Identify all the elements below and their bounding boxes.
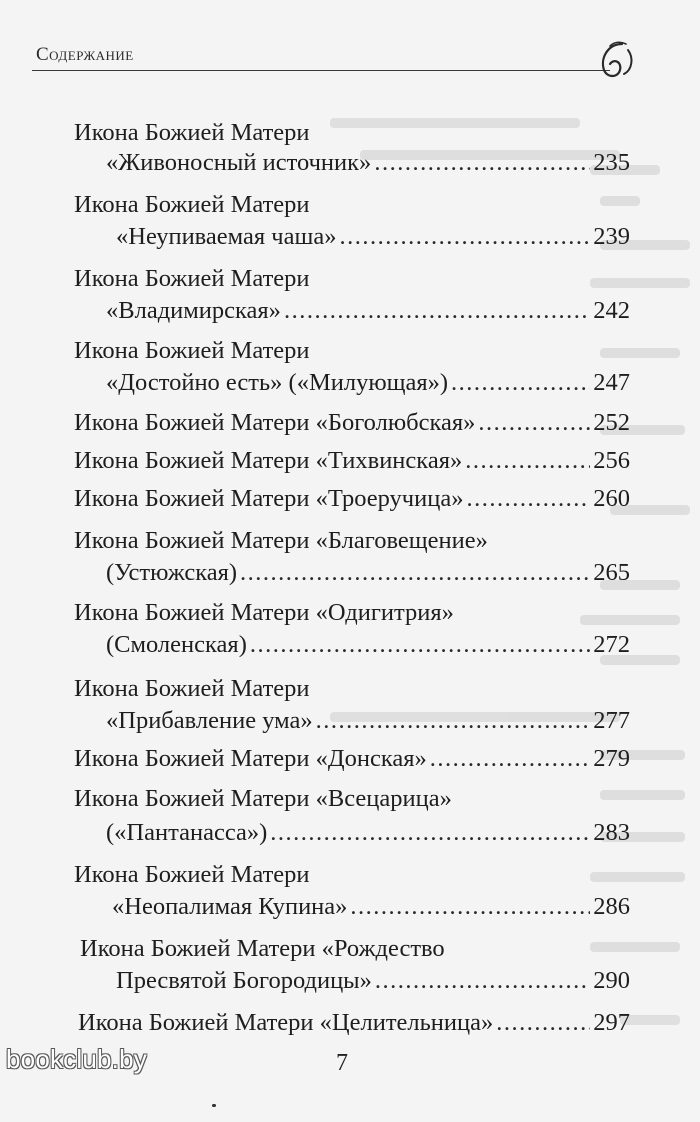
toc-page-number: 272 <box>593 631 630 658</box>
toc-entry-text: Икона Божией Матери «Целительница» <box>78 1009 494 1036</box>
toc-entry-text: «Достойно есть» («Милующая») <box>106 369 449 396</box>
toc-page-number: 265 <box>593 559 630 586</box>
dot-leader <box>375 966 590 996</box>
toc-page-number: 277 <box>593 707 630 734</box>
dot-leader <box>250 630 590 660</box>
toc-entry-text: (Смоленская) <box>106 631 247 658</box>
toc-page-number: 290 <box>593 967 630 994</box>
toc-page-number: 283 <box>593 819 630 846</box>
toc-page-number: 235 <box>593 149 630 176</box>
toc-page-number: 297 <box>593 1009 630 1036</box>
running-header-title: Содержание <box>36 44 134 65</box>
toc-entry-title: Икона Божией Матери <box>74 119 310 146</box>
toc-entry-title: Икона Божией Матери <box>74 675 310 702</box>
dot-leader <box>339 222 590 252</box>
toc-page-number: 242 <box>593 297 630 324</box>
toc-entry-text: «Неупиваемая чаша» <box>116 223 337 250</box>
toc-page-number: 260 <box>593 485 630 512</box>
toc-entry-text: Икона Божией Матери «Донская» <box>74 745 427 772</box>
toc-entry[interactable] <box>106 818 630 848</box>
print-speck <box>212 1104 216 1107</box>
toc-entry-title: Икона Божией Матери <box>74 337 310 364</box>
toc-entry[interactable] <box>116 966 630 996</box>
toc-entry-title: Икона Божией Матери «Одигитрия» <box>74 599 454 626</box>
toc-entry[interactable] <box>74 446 630 476</box>
toc-entry[interactable] <box>112 892 630 922</box>
dot-leader <box>465 446 590 476</box>
dot-leader <box>496 1008 590 1038</box>
toc-entry-title: Икона Божией Матери <box>74 265 310 292</box>
dot-leader <box>240 558 590 588</box>
dot-leader <box>350 892 590 922</box>
toc-entry[interactable] <box>106 558 630 588</box>
toc-entry[interactable] <box>106 630 630 660</box>
toc-entry-title: Икона Божией Матери «Рождество <box>80 935 445 962</box>
toc-entry-title: Икона Божией Матери <box>74 861 310 888</box>
toc-entry-title: Икона Божией Матери <box>74 191 310 218</box>
toc-entry-text: («Пантанасса») <box>106 819 268 846</box>
toc-entry-text: «Прибавление ума» <box>106 707 313 734</box>
toc-page-number: 286 <box>593 893 630 920</box>
toc-entry[interactable] <box>106 148 630 178</box>
toc-entry-title: Икона Божией Матери «Всецарица» <box>74 785 452 812</box>
toc-entry-text: «Владимирская» <box>106 297 281 324</box>
toc-entry[interactable] <box>78 1008 630 1038</box>
toc-entry[interactable] <box>106 368 630 398</box>
toc-entry[interactable] <box>74 408 630 438</box>
dot-leader <box>466 484 590 514</box>
toc-entry-text: «Живоносный источник» <box>106 149 372 176</box>
toc-entry[interactable] <box>106 706 630 736</box>
dot-leader <box>316 706 591 736</box>
toc-entry[interactable] <box>116 222 630 252</box>
toc-page-number: 247 <box>593 369 630 396</box>
toc-entry-text: (Устюжская) <box>106 559 238 586</box>
toc-entry-title: Икона Божией Матери «Благовещение» <box>74 527 488 554</box>
dot-leader <box>478 408 590 438</box>
toc-entry-text: «Неопалимая Купина» <box>112 893 348 920</box>
toc-entry-text: Икона Божией Матери «Боголюбская» <box>74 409 476 436</box>
toc-page-number: 239 <box>593 223 630 250</box>
page-number: 7 <box>336 1050 348 1076</box>
dot-leader <box>374 148 590 178</box>
watermark-text: bookclub.by <box>6 1044 147 1074</box>
toc-entry[interactable] <box>106 296 630 326</box>
toc-page-number: 256 <box>593 447 630 474</box>
toc-entry-text: Икона Божией Матери «Тихвинская» <box>74 447 463 474</box>
toc-entry-text: Пресвятой Богородицы» <box>116 967 372 994</box>
dot-leader <box>270 818 590 848</box>
dot-leader <box>451 368 590 398</box>
toc-page-number: 279 <box>593 745 630 772</box>
dot-leader <box>430 744 590 774</box>
toc-entry-text: Икона Божией Матери «Троеручица» <box>74 485 464 512</box>
toc-page-number: 252 <box>593 409 630 436</box>
toc-entry[interactable] <box>74 744 630 774</box>
toc-entry[interactable] <box>74 484 630 514</box>
dot-leader <box>284 296 590 326</box>
